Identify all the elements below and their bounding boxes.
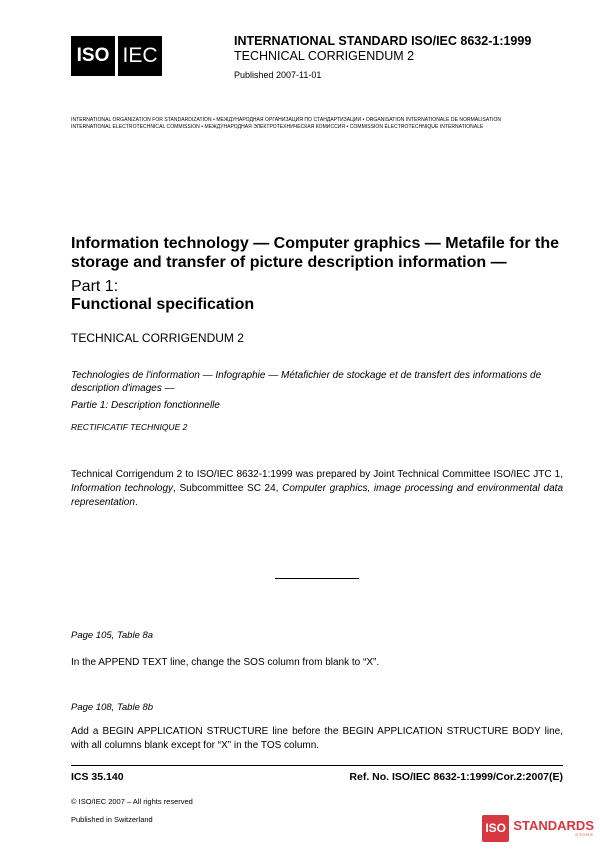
- change-reference: Page 105, Table 8a: [71, 630, 154, 641]
- footer-rule: [71, 765, 563, 766]
- corrigendum-label: TECHNICAL CORRIGENDUM 2: [71, 331, 244, 345]
- french-corrigendum: RECTIFICATIF TECHNIQUE 2: [71, 422, 188, 432]
- intro-paragraph: Technical Corrigendum 2 to ISO/IEC 8632-1:1999 was prepared by Joint Technical Committee ISO/IEC JTC 1, Information technology, Subcommittee SC 24, Computer graphics, image processing and environmental data representation.: [71, 469, 563, 508]
- section-divider: [275, 578, 359, 579]
- stamp-word: STANDARDS: [513, 818, 594, 833]
- published-in: Published in Switzerland: [71, 815, 153, 824]
- part-title: Functional specification: [71, 296, 255, 313]
- change-reference: Page 108, Table 8b: [71, 702, 154, 713]
- reference-number: Ref. No. ISO/IEC 8632-1:1999/Cor.2:2007(E): [349, 771, 563, 783]
- stamp-iso-mark: ISO: [482, 815, 509, 842]
- stamp-sub: STORE: [575, 832, 594, 837]
- document-title: Information technology — Computer graphics — Metafile for the storage and transfer of picture description information —: [71, 235, 560, 271]
- french-part: Partie 1: Description fonctionnelle: [71, 400, 220, 411]
- committee-name: Information technology: [71, 483, 174, 494]
- change-instruction: In the APPEND TEXT line, change the SOS column from blank to “X”.: [71, 657, 380, 668]
- organizations-line-2: INTERNATIONAL ELECTROTECHNICAL COMMISSION • МЕЖДУНАРОДНАЯ ЭЛЕКТРОТЕХНИЧЕСКАЯ КОМИССИЯ • COMMISSION ÉLECTROTECHNIQUE INTERNATIONALE: [71, 124, 484, 130]
- iso-iec-logo: [71, 36, 162, 76]
- iso-logo: ISO: [71, 36, 115, 76]
- publication-date: Published 2007-11-01: [234, 70, 322, 80]
- corrigendum-number: TECHNICAL CORRIGENDUM 2: [234, 49, 415, 63]
- ics-code: ICS 35.140: [71, 771, 124, 783]
- iec-logo: IEC: [118, 36, 162, 76]
- organizations-line-1: INTERNATIONAL ORGANIZATION FOR STANDARDIZATION • МЕЖДУНАРОДНАЯ ОРГАНИЗАЦИЯ ПО СТАНДАРТИЗАЦИИ • ORGANISATION INTERNATIONALE DE NORMALISATION: [71, 117, 502, 123]
- standard-number: INTERNATIONAL STANDARD ISO/IEC 8632-1:1999: [234, 34, 532, 48]
- subcommittee-name: Computer graphics, image processing and environmental data representation: [71, 483, 563, 508]
- french-title: Technologies de l'information — Infographie — Métafichier de stockage et de transfert des informations de description d'images —: [71, 370, 542, 394]
- iso-standards-store-stamp: [482, 811, 594, 845]
- change-instruction: Add a BEGIN APPLICATION STRUCTURE line before the BEGIN APPLICATION STRUCTURE BODY line, with all columns blank except for “X” in the TOS column.: [71, 726, 563, 751]
- copyright-notice: © ISO/IEC 2007 – All rights reserved: [71, 797, 193, 806]
- part-number: Part 1:: [71, 278, 119, 295]
